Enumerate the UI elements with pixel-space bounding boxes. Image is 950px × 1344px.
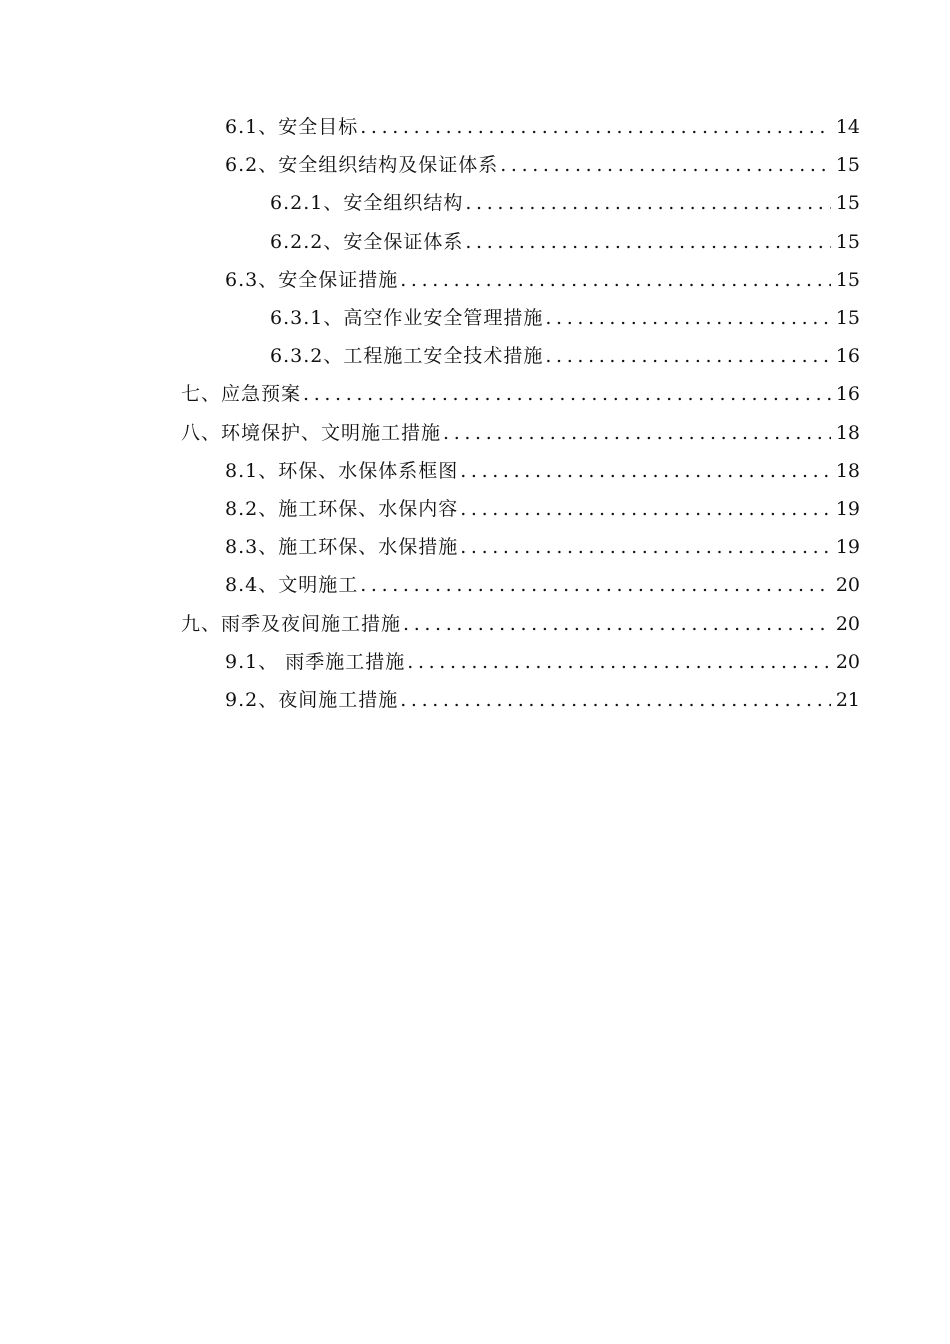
toc-page-number: 20 bbox=[835, 650, 860, 673]
toc-entry[interactable] bbox=[0, 452, 950, 490]
toc-entry[interactable] bbox=[0, 108, 950, 146]
toc-page-number: 14 bbox=[835, 116, 860, 139]
toc-entry[interactable] bbox=[0, 643, 950, 681]
table-of-contents bbox=[0, 108, 950, 719]
toc-dot-leader bbox=[360, 566, 831, 604]
toc-dot-leader bbox=[465, 223, 831, 261]
toc-page-number: 21 bbox=[835, 688, 860, 711]
toc-entry-title: 6.1、安全目标 bbox=[225, 108, 360, 146]
toc-page-number: 19 bbox=[835, 536, 860, 559]
toc-entry-title: 8.2、施工环保、水保内容 bbox=[225, 490, 460, 528]
toc-entry-title: 8.1、环保、水保体系框图 bbox=[225, 452, 460, 490]
toc-dot-leader bbox=[403, 605, 831, 643]
toc-entry[interactable] bbox=[0, 566, 950, 604]
toc-page-number: 15 bbox=[835, 307, 860, 330]
toc-entry-title: 八、环境保护、文明施工措施 bbox=[181, 414, 443, 452]
toc-page-number: 15 bbox=[835, 230, 860, 253]
toc-dot-leader bbox=[443, 414, 831, 452]
toc-dot-leader bbox=[460, 452, 831, 490]
toc-entry-title: 九、雨季及夜间施工措施 bbox=[181, 605, 403, 643]
toc-entry[interactable] bbox=[0, 261, 950, 299]
toc-entry[interactable] bbox=[0, 681, 950, 719]
toc-page-number: 15 bbox=[835, 192, 860, 215]
toc-dot-leader bbox=[460, 528, 831, 566]
toc-dot-leader bbox=[303, 375, 831, 413]
toc-entry-title: 6.2.2、安全保证体系 bbox=[270, 223, 465, 261]
toc-entry-title: 8.4、文明施工 bbox=[225, 566, 360, 604]
toc-page-number: 19 bbox=[835, 497, 860, 520]
toc-dot-leader bbox=[465, 184, 831, 222]
toc-page-number: 16 bbox=[835, 345, 860, 368]
toc-page-number: 18 bbox=[835, 459, 860, 482]
toc-entry-title: 七、应急预案 bbox=[181, 375, 303, 413]
toc-entry[interactable] bbox=[0, 337, 950, 375]
toc-page-number: 20 bbox=[835, 612, 860, 635]
toc-page-number: 15 bbox=[835, 268, 860, 291]
toc-dot-leader bbox=[400, 261, 831, 299]
toc-entry-title: 9.2、夜间施工措施 bbox=[225, 681, 400, 719]
toc-entry-title: 6.2、安全组织结构及保证体系 bbox=[225, 146, 500, 184]
toc-entry[interactable] bbox=[0, 146, 950, 184]
toc-entry[interactable] bbox=[0, 223, 950, 261]
toc-dot-leader bbox=[460, 490, 831, 528]
toc-entry[interactable] bbox=[0, 414, 950, 452]
toc-entry[interactable] bbox=[0, 184, 950, 222]
toc-dot-leader bbox=[400, 681, 831, 719]
toc-entry-title: 6.3.1、高空作业安全管理措施 bbox=[270, 299, 545, 337]
toc-entry-title: 6.3.2、工程施工安全技术措施 bbox=[270, 337, 545, 375]
toc-entry[interactable] bbox=[0, 299, 950, 337]
toc-dot-leader bbox=[545, 299, 831, 337]
toc-dot-leader bbox=[500, 146, 831, 184]
toc-page-number: 16 bbox=[835, 383, 860, 406]
toc-entry-title: 6.2.1、安全组织结构 bbox=[270, 184, 465, 222]
toc-entry[interactable] bbox=[0, 490, 950, 528]
toc-page-number: 20 bbox=[835, 574, 860, 597]
toc-entry-title: 6.3、安全保证措施 bbox=[225, 261, 400, 299]
toc-entry[interactable] bbox=[0, 604, 950, 642]
toc-entry-title: 9.1、 雨季施工措施 bbox=[225, 643, 407, 681]
toc-entry-title: 8.3、施工环保、水保措施 bbox=[225, 528, 460, 566]
toc-entry[interactable] bbox=[0, 528, 950, 566]
toc-dot-leader bbox=[360, 108, 831, 146]
toc-page-number: 15 bbox=[835, 154, 860, 177]
toc-entry[interactable] bbox=[0, 375, 950, 413]
toc-page-number: 18 bbox=[835, 421, 860, 444]
toc-dot-leader bbox=[545, 337, 831, 375]
toc-dot-leader bbox=[407, 643, 831, 681]
